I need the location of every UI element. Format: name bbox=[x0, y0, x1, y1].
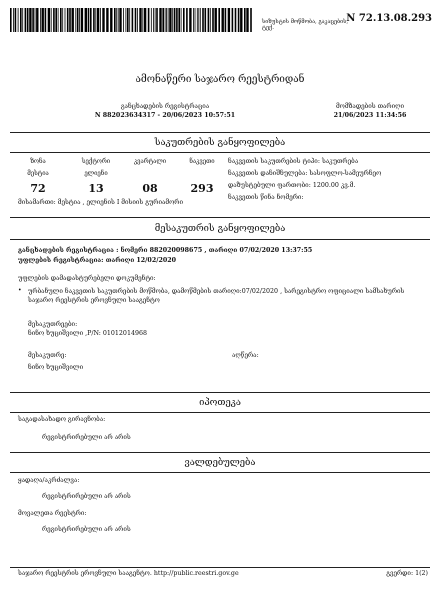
ownership-basis-label: უფლების დამადასტურებელი დოკუმენტი: bbox=[18, 275, 156, 282]
ownership-section-title: მესაკუთრის განყოფილება bbox=[154, 223, 286, 234]
debtors-value: რეგისტრირებული არ არის bbox=[42, 526, 131, 533]
prepared-value: 21/06/2023 11:34:56 bbox=[333, 112, 407, 119]
property-address: მისამართი: მესტია , ელიენის I მისიის გურიამორი bbox=[18, 199, 184, 206]
page-title: ამონაწერი საჯარო რეესტრიდან bbox=[135, 74, 305, 85]
divider bbox=[10, 412, 430, 413]
grid-sub-zone: მესტია bbox=[27, 170, 49, 177]
doc-prefix: სიზუსტის მოწმობა, გაკაცების, ტექ. bbox=[262, 19, 349, 31]
prepared-label: მომზადების თარიღი bbox=[335, 103, 405, 110]
mortgage-label: საგადასახადო გირავნობა: bbox=[18, 416, 106, 423]
divider bbox=[10, 152, 430, 153]
owners-value: ნინო ხუციშვილი ,P/N: 01012014968 bbox=[28, 330, 147, 337]
zone-value: 72 bbox=[30, 182, 46, 195]
grid-header-quarter: კვარტალი bbox=[133, 158, 167, 165]
obligations-section-title: ვალდებულება bbox=[184, 457, 256, 468]
owner-value: ნინო ხუციშვილი bbox=[28, 364, 84, 371]
divider bbox=[10, 452, 430, 453]
sector-value: 13 bbox=[88, 182, 104, 195]
divider bbox=[10, 217, 430, 218]
ownership-registration-date: უფლების რეგისტრაცია: თარიღი 12/02/2020 bbox=[18, 257, 177, 264]
property-purpose: ნაკვეთის დანიშნულება: სასოფლო-სამეურნეო bbox=[228, 170, 382, 177]
ownership-basis-text: ურბანული ნაკვეთის საკუთრების მოწმობა, დამოწმების თარიღი:07/02/2020 , სარეგისტრო ოფიციალი სამსახურის საჯარო რეესტრის ეროვნული სააგენტო bbox=[28, 288, 405, 304]
registration-label: განცხადების რეგისტრაცია bbox=[120, 103, 210, 110]
barcode bbox=[10, 8, 252, 32]
quarter-value: 08 bbox=[142, 182, 158, 195]
description-label: აღწერა: bbox=[232, 352, 259, 359]
property-section-title: საკუთრების განყოფილება bbox=[154, 137, 286, 148]
footer-text: საჯარო რეესტრის ეროვნული სააგენტო. http://public.reestri.gov.ge bbox=[18, 570, 239, 577]
mortgage-section-title: იპოთეკა bbox=[199, 397, 241, 408]
divider bbox=[10, 392, 430, 393]
seizure-label: ყადაღა/აკრძალვა: bbox=[18, 477, 80, 484]
ownership-application: განცხადების რეგისტრაცია : ნომერი 882020098675 , თარიღი 07/02/2020 13:37:55 bbox=[18, 247, 313, 254]
property-previous-number: ნაკვეთის წინა ნომერი: bbox=[228, 194, 304, 201]
seizure-value: რეგისტრირებული არ არის bbox=[42, 493, 131, 500]
grid-header-sector: სექტორი bbox=[81, 158, 111, 165]
grid-sub-sector: ელიენი bbox=[84, 170, 108, 177]
debtors-label: მოვალეთა რეესტრი: bbox=[18, 510, 87, 517]
divider bbox=[10, 132, 430, 133]
grid-header-zone: ზონა bbox=[30, 158, 46, 165]
registration-value: N 882023634317 - 20/06/2023 10:57:51 bbox=[94, 112, 236, 119]
divider bbox=[10, 239, 430, 240]
parcel-value: 293 bbox=[190, 182, 214, 195]
bullet-icon: • bbox=[18, 287, 22, 294]
footer-divider bbox=[10, 567, 430, 568]
divider bbox=[10, 472, 430, 473]
property-area: დაზუსტებული ფართობი: 1200.00 კვ.მ. bbox=[228, 182, 356, 189]
property-ownership-type: ნაკვეთის საკუთრების ტიპი: საკუთრება bbox=[228, 158, 359, 165]
owners-label: მესაკუთრეები: bbox=[28, 321, 78, 328]
grid-header-parcel: ნაკვეთი bbox=[189, 158, 215, 165]
owner-label: მესაკუთრე: bbox=[28, 352, 67, 359]
page-number: გვერდი: 1(2) bbox=[386, 570, 428, 577]
mortgage-value: რეგისტრირებული არ არის bbox=[42, 434, 131, 441]
doc-number: N 72.13.08.293 bbox=[346, 13, 432, 24]
